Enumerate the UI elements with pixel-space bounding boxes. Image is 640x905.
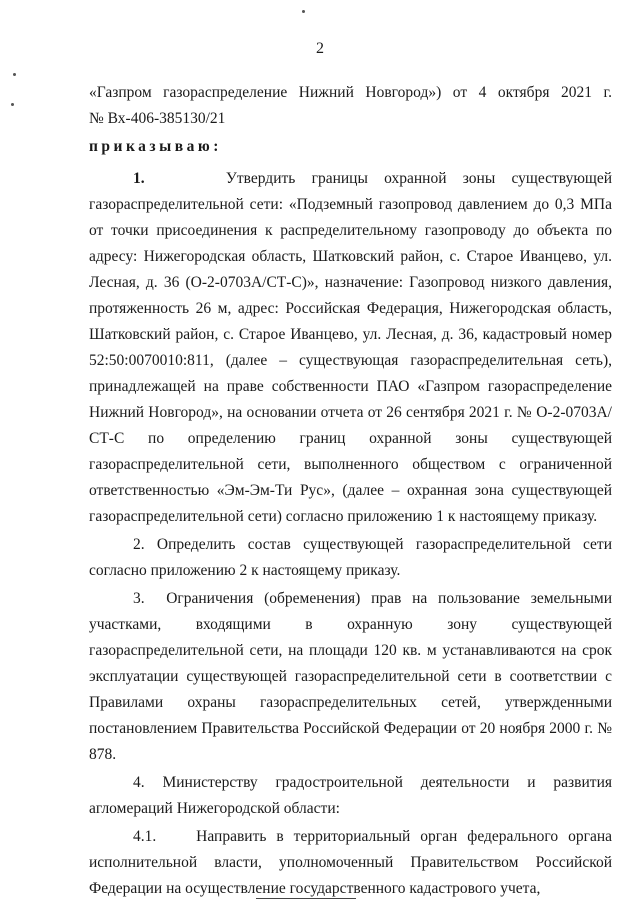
paragraph-2 bbox=[89, 532, 612, 584]
paragraph-3 bbox=[89, 586, 612, 768]
item-text: Министерству градостроительной деятельности и развития агломераций Нижегородской области: bbox=[89, 774, 612, 817]
scan-speck bbox=[11, 103, 14, 106]
paragraph-4 bbox=[89, 770, 612, 822]
paragraph-4-1 bbox=[89, 824, 612, 902]
order-word: приказываю: bbox=[89, 138, 222, 155]
item-text: Ограничения (обременения) прав на пользование земельными участками, входящими в охранную зону существующей газораспределительной сети, на площади 120 кв. м устанавливаются на срок эксплуатации существующей газораспределительной сети в соответствии с Правилами охраны газораспределительных сетей, утвержденными постановлением Правительства Российской Федерации от 20 ноября 2000 г. № 878. bbox=[89, 590, 613, 763]
item-text: Направить в территориальный орган федерального органа исполнительной власти, уполномоченный Правительством Российской Федерации на осуществление государственного кадастрового учета, bbox=[89, 828, 613, 897]
item-number: 1. bbox=[133, 170, 145, 187]
item-text: Определить состав существующей газораспределительной сети согласно приложению 2 к настоящему приказу. bbox=[89, 536, 612, 579]
item-text: Утвердить границы охранной зоны существующей газораспределительной сети: «Подземный газопровод давлением до 0,3 МПа от точки присоединения к распределительному газопроводу до объекта по адресу: Нижегородская область, Шатковский район, с. Старое Иванцево, ул. Лесная, д. 36 (О-2-0703А/СТ-С)», назначение: Газопровод низкого давления, протяженность 26 м, адрес: Российская Федерация, Нижегородская область, Шатковский район, с. Старое Иванцево, ул. Лесная, д. 36, кадастровый номер 52:50:0070010:811, (далее – существующая газораспределительная сеть), принадлежащей на праве собственности ПАО «Газпром газораспределение Нижний Новгород», на основании отчета от 26 сентября 2021 г. № О-2-0703А/СТ-С по определению границ охранной зоны существующей газораспределительной сети, выполненного обществом с ограниченной ответственностью «Эм-Эм-Ти Рус», (далее – охранная зона существующей газораспределительной сети) согласно приложению 1 к настоящему приказу. bbox=[89, 170, 613, 525]
scan-speck bbox=[302, 10, 305, 13]
item-number: 2. bbox=[133, 536, 145, 553]
continuation-line-1: «Газпром газораспределение Нижний Новгород») от 4 октября 2021 г. bbox=[89, 84, 612, 101]
item-number: 4. bbox=[133, 774, 145, 791]
document-body bbox=[89, 80, 612, 902]
scan-speck bbox=[13, 73, 16, 76]
item-number: 4.1. bbox=[133, 828, 157, 845]
bottom-rule bbox=[256, 898, 356, 899]
continuation-line-2: № Вх-406-385130/21 bbox=[89, 110, 226, 127]
item-number: 3. bbox=[133, 590, 145, 607]
paragraph-1 bbox=[89, 166, 612, 530]
page-number: 2 bbox=[316, 40, 324, 57]
